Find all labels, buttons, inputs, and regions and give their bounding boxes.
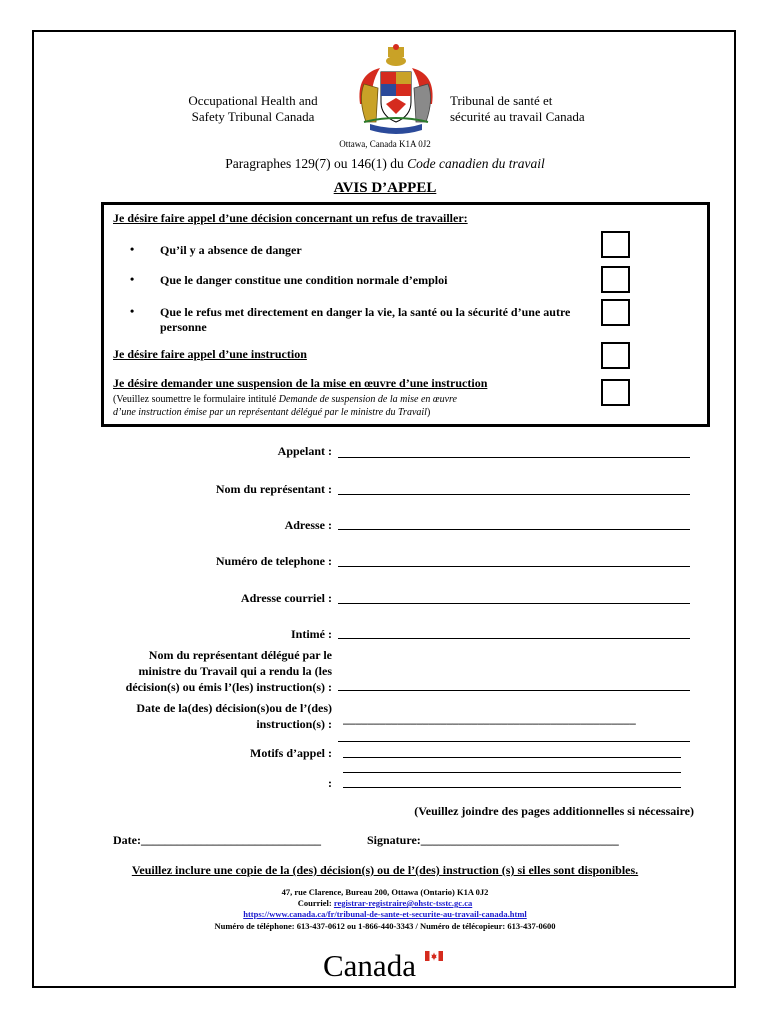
footer-email-link[interactable]: registrar-registraire@ohstc-tsstc.gc.ca xyxy=(333,898,473,908)
canada-wordmark xyxy=(323,948,453,984)
suspension-note xyxy=(113,393,523,419)
suspension-note-form-title-2: d’une instruction émise par un représentant délégué par le ministre du Travail xyxy=(113,407,427,418)
additional-pages-note: (Veuillez joindre des pages additionnelles si nécessaire) xyxy=(414,804,694,818)
header-right-line1: Tribunal de santé et xyxy=(450,93,553,108)
date-decision-label-line1: Date de la(des) décision(s)ou de l’(des) xyxy=(136,701,332,715)
copy-notice: Veuillez inclure une copie de la (des) décision(s) ou de l’(des) instruction (s) si elles sont disponibles. xyxy=(131,863,639,877)
courriel-label: Adresse courriel : xyxy=(240,591,332,605)
delegue-label xyxy=(80,647,332,695)
suspension-note-prefix: (Veuillez soumettre le formulaire intitulé xyxy=(113,394,279,405)
option-normal-condition-label: Que le danger constitue une condition normale d’emploi xyxy=(160,273,448,287)
telephone-field[interactable] xyxy=(338,566,690,567)
date-decision-label xyxy=(80,700,332,732)
date-decision-label-line2: instruction(s) : xyxy=(256,717,332,731)
header-right-line2: sécurité au travail Canada xyxy=(450,109,585,124)
instruction-appeal-checkbox[interactable] xyxy=(601,342,630,369)
suspension-note-suffix: ) xyxy=(426,407,431,418)
motifs-line-3[interactable] xyxy=(343,772,681,773)
suspension-request-checkbox[interactable] xyxy=(601,379,630,406)
appelant-label: Appelant : xyxy=(277,444,332,458)
option-endangers-other-line2: personne xyxy=(160,320,207,334)
courriel-field[interactable] xyxy=(338,603,690,604)
header-left-line1: Occupational Health and xyxy=(188,93,318,108)
header-right xyxy=(450,93,610,125)
endangers-other-checkbox[interactable] xyxy=(601,299,630,326)
delegue-label-line1: Nom du représentant délégué par le xyxy=(148,648,332,662)
motifs-continued-label: : xyxy=(328,776,332,790)
telephone-label: Numéro de telephone : xyxy=(215,554,332,568)
date-decision-field[interactable]: ________________________________________________ xyxy=(343,712,636,726)
intime-field[interactable] xyxy=(338,638,690,639)
representant-label: Nom du représentant : xyxy=(215,482,332,496)
motifs-label: Motifs d’appel : xyxy=(250,746,332,760)
header-left xyxy=(178,93,328,125)
bullet-icon: • xyxy=(130,304,135,318)
legal-reference-prefix: Paragraphes 129(7) ou 146(1) du xyxy=(225,156,408,171)
suspension-note-form-title-1: Demande de suspension de la mise en œuvre xyxy=(278,394,457,405)
intime-label: Intimé : xyxy=(291,627,332,641)
footer-phones: Numéro de téléphone: 613-437-0612 ou 1-866-440-3343 / Numéro de télécopieur: 613-437-0600 xyxy=(214,921,556,931)
refusal-heading: Je désire faire appel d’une décision concernant un refus de travailler: xyxy=(113,211,468,225)
canadian-flag-icon xyxy=(425,951,443,961)
footer-website-link[interactable]: https://www.canada.ca/fr/tribunal-de-sante-et-securite-au-travail-canada.html xyxy=(243,909,527,919)
option-endangers-other-line1: Que le refus met directement en danger la vie, la santé ou la sécurité d’une autre xyxy=(160,305,571,319)
canada-wordmark-text: Canada xyxy=(323,948,416,983)
normal-condition-checkbox[interactable] xyxy=(601,266,630,293)
signature-field[interactable]: Signature:_________________________________ xyxy=(367,833,619,847)
no-danger-checkbox[interactable] xyxy=(601,231,630,258)
motifs-line-2[interactable] xyxy=(343,757,681,758)
footer-url-line xyxy=(150,909,620,919)
instruction-heading: Je désire faire appel d’une instruction xyxy=(113,347,307,361)
bullet-icon: • xyxy=(130,242,135,256)
adresse-field[interactable] xyxy=(338,529,690,530)
footer-email-label: Courriel: xyxy=(297,898,334,908)
delegue-field[interactable] xyxy=(338,690,690,691)
delegue-label-line2: ministre du Travail qui a rendu la (les xyxy=(138,664,332,678)
coat-of-arms-icon xyxy=(350,44,442,138)
header-left-line2: Safety Tribunal Canada xyxy=(191,109,315,124)
legal-reference-code: Code canadien du travail xyxy=(407,156,545,171)
bullet-icon: • xyxy=(130,272,135,286)
form-title: AVIS D’APPEL xyxy=(333,180,437,196)
option-endangers-other-label xyxy=(160,305,570,335)
date-signed-field[interactable]: Date:______________________________ xyxy=(113,833,321,847)
legal-reference xyxy=(150,156,620,172)
delegue-label-line3: décision(s) ou émis l’(les) instruction(s) : xyxy=(125,680,332,694)
footer-address: 47, rue Clarence, Bureau 200, Ottawa (Ontario) K1A 0J2 xyxy=(281,887,489,897)
motifs-line-4[interactable] xyxy=(343,787,681,788)
header-city: Ottawa, Canada K1A 0J2 xyxy=(339,139,431,149)
adresse-label: Adresse : xyxy=(284,518,332,532)
appelant-field[interactable] xyxy=(338,457,690,458)
footer-email-line xyxy=(150,898,620,908)
suspension-heading: Je désire demander une suspension de la mise en œuvre d’une instruction xyxy=(113,376,488,390)
motifs-line-1[interactable] xyxy=(338,741,690,742)
option-no-danger-label: Qu’il y a absence de danger xyxy=(160,243,302,257)
representant-field[interactable] xyxy=(338,494,690,495)
